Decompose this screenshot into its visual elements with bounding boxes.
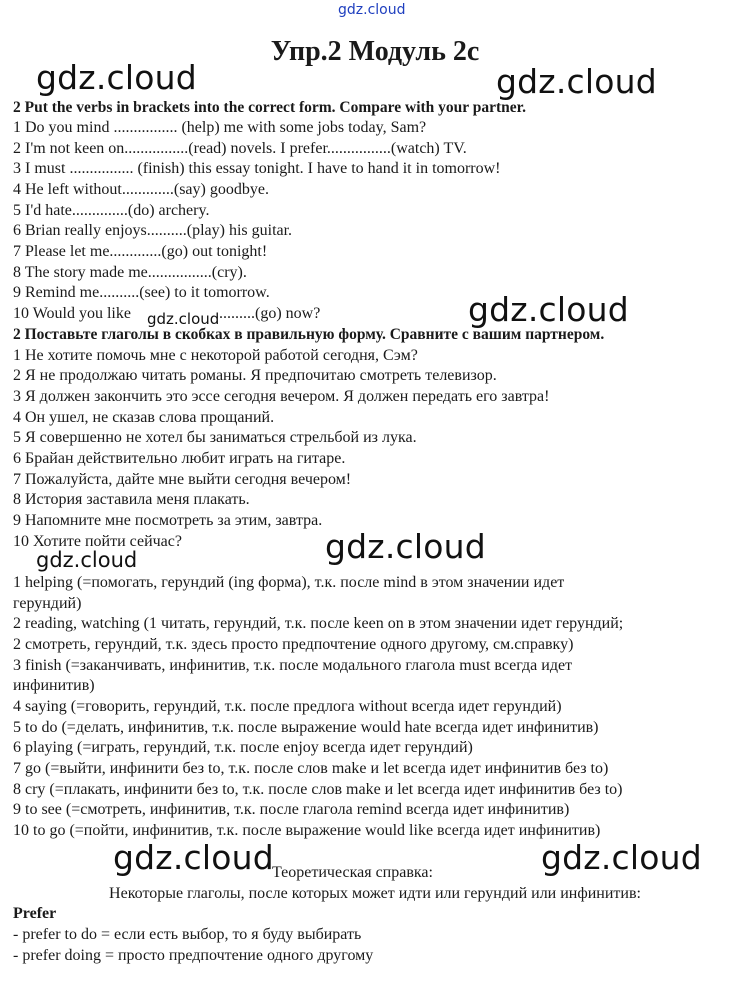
exercise-item-ru: 5 Я совершенно не хотел бы заниматься стрельбой из лука. <box>13 429 417 446</box>
exercise-item-ru: 6 Брайан действительно любит играть на гитаре. <box>13 450 346 467</box>
exercise-item-ru: 4 Он ушел, не сказав слова прощаний. <box>13 409 275 426</box>
answer-line: 4 saying (=говорить, герундий, т.к. после предлога without всегда идет герундий) <box>13 698 562 715</box>
watermark: gdz.cloud <box>36 58 197 97</box>
answer-line: 8 cry (=плакать, инфинити без to, т.к. после слов make и let всегда идет инфинитив без to) <box>13 781 623 798</box>
answer-line: 10 to go (=пойти, инфинитив, т.к. после выражение would like всегда идет инфинитив) <box>13 822 601 839</box>
watermark: gdz.cloud <box>325 527 486 566</box>
page-title: Упр.2 Модуль 2с <box>270 36 480 67</box>
answer-line: 3 finish (=заканчивать, инфинитив, т.к. после модального глагола must всегда идет <box>13 657 573 674</box>
prefer-rule: - prefer doing = просто предпочтение одного другому <box>13 947 374 964</box>
exercise-item-en: 7 Please let me.............(go) out tonight! <box>13 243 268 260</box>
exercise-item-ru: 3 Я должен закончить это эссе сегодня вечером. Я должен передать его завтра! <box>13 388 550 405</box>
exercise-item-en: 2 I'm not keen on................(read) novels. I prefer................(watch) TV. <box>13 140 467 157</box>
prefer-rule: - prefer to do = если есть выбор, то я буду выбирать <box>13 926 362 943</box>
exercise-item-ru: 1 Не хотите помочь мне с некоторой работой сегодня, Сэм? <box>13 347 418 364</box>
exercise-item-en: 5 I'd hate..............(do) archery. <box>13 202 210 219</box>
answer-line: 2 смотреть, герундий, т.к. здесь просто предпочтение одного другому, см.справку) <box>13 636 574 653</box>
reference-intro: Некоторые глаголы, после которых может идти или герундий или инфинитив: <box>109 885 641 902</box>
watermark: gdz.cloud <box>496 62 657 101</box>
answer-line: 5 to do (=делать, инфинитив, т.к. после выражение would hate всегда идет инфинитив) <box>13 719 599 736</box>
exercise-item-en: 3 I must ................ (finish) this essay tonight. I have to hand it in tomorrow! <box>13 160 501 177</box>
prefer-heading: Prefer <box>13 905 57 922</box>
reference-title: Теоретическая справка: <box>272 864 433 881</box>
exercise-item-ru: 10 Хотите пойти сейчас? <box>13 533 182 550</box>
task-heading-ru: 2 Поставьте глаголы в скобках в правильную форму. Сравните с вашим партнером. <box>13 326 605 343</box>
exercise-item-en: 9 Remind me..........(see) to it tomorrow. <box>13 284 270 301</box>
exercise-item-ru: 9 Напомните мне посмотреть за этим, завтра. <box>13 512 323 529</box>
watermark: gdz.cloud <box>147 310 220 328</box>
watermark: gdz.cloud <box>541 838 702 877</box>
exercise-item-ru: 7 Пожалуйста, дайте мне выйти сегодня вечером! <box>13 471 352 488</box>
watermark: gdz.cloud <box>468 290 629 329</box>
watermark: gdz.cloud <box>36 548 138 572</box>
watermark: gdz.cloud <box>113 838 274 877</box>
answer-line: герундий) <box>13 595 82 612</box>
answer-line: инфинитив) <box>13 677 95 694</box>
answer-line: 6 playing (=играть, герундий, т.к. после enjoy всегда идет герундий) <box>13 739 473 756</box>
answer-line: 7 go (=выйти, инфинити без to, т.к. после слов make и let всегда идет инфинитив без to) <box>13 760 609 777</box>
watermark-top: gdz.cloud <box>338 2 406 18</box>
answer-line: 2 reading, watching (1 читать, герундий, т.к. после keen on в этом значении идет герундий; <box>13 615 624 632</box>
answer-line: 1 helping (=помогать, герундий (ing форма), т.к. после mind в этом значении идет <box>13 574 565 591</box>
task-heading-en: 2 Put the verbs in brackets into the correct form. Compare with your partner. <box>13 99 527 116</box>
exercise-item-en: 4 He left without.............(say) goodbye. <box>13 181 269 198</box>
exercise-item-en: 1 Do you mind ................ (help) me with some jobs today, Sam? <box>13 119 427 136</box>
exercise-item-en: 6 Brian really enjoys..........(play) his guitar. <box>13 222 293 239</box>
exercise-item-ru: 2 Я не продолжаю читать романы. Я предпочитаю смотреть телевизор. <box>13 367 497 384</box>
exercise-item-en: 8 The story made me................(cry). <box>13 264 247 281</box>
exercise-item-en: 10 Would you like <box>13 305 131 322</box>
exercise-item-ru: 8 История заставила меня плакать. <box>13 491 250 508</box>
exercise-item-en-tail: ..........(go) now? <box>215 305 321 322</box>
answer-line: 9 to see (=смотреть, инфинитив, т.к. после глагола remind всегда идет инфинитив) <box>13 801 570 818</box>
